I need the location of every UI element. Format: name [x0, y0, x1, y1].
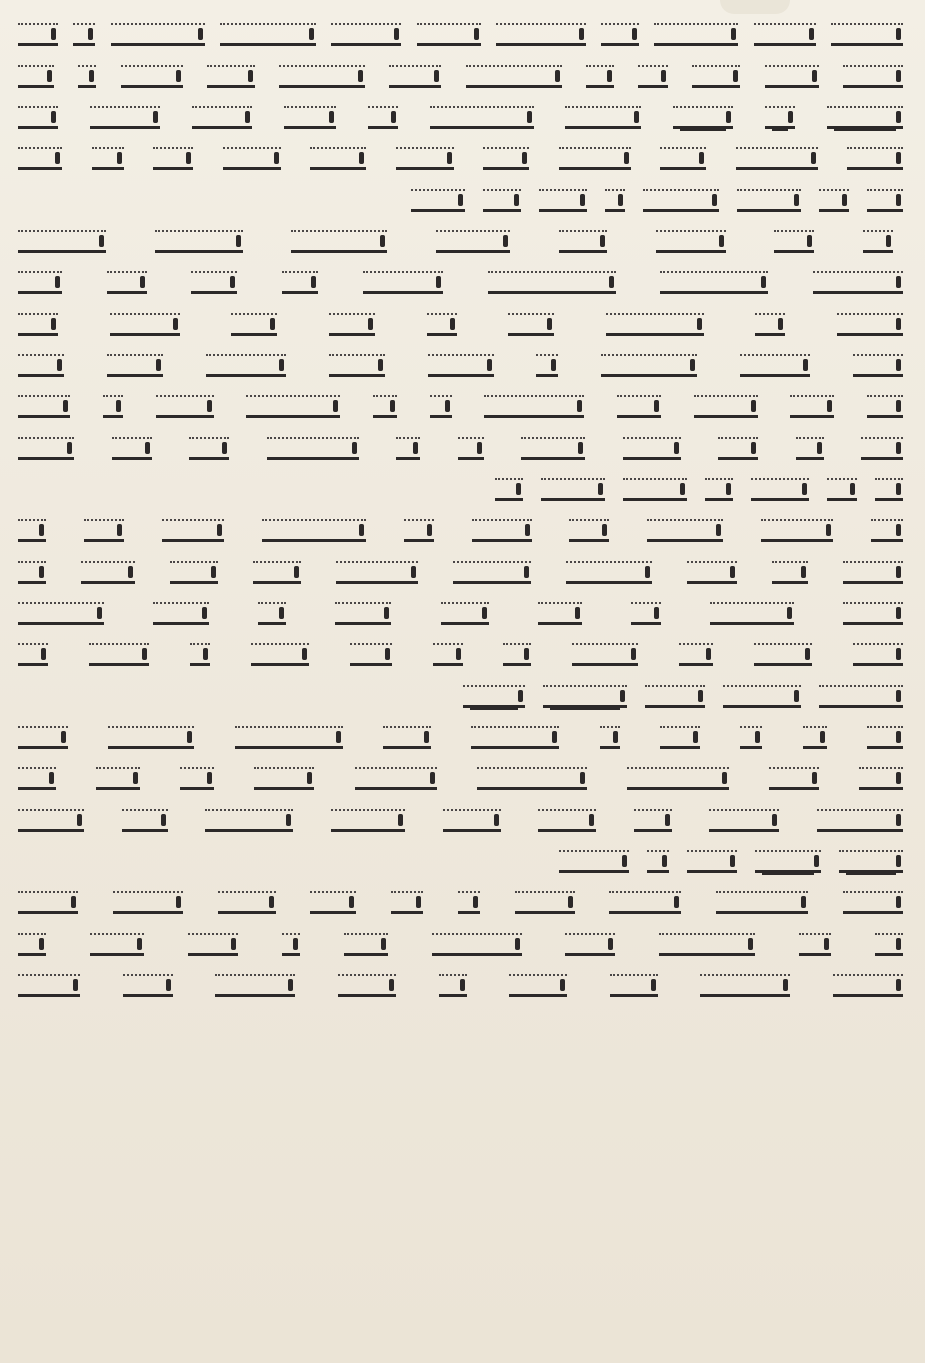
text-line-17 — [18, 676, 903, 717]
text-line-9 — [18, 345, 903, 386]
text-line-16 — [18, 634, 903, 675]
scan-smudge — [720, 0, 790, 14]
text-line-7 — [18, 262, 903, 303]
text-line-10 — [18, 386, 903, 427]
text-line-12 — [18, 469, 903, 510]
text-line-13 — [18, 510, 903, 551]
text-line-4 — [18, 138, 903, 179]
text-line-23 — [18, 924, 903, 965]
text-line-18 — [18, 717, 903, 758]
text-line-20 — [18, 800, 903, 841]
text-line-24 — [18, 965, 903, 1006]
text-line-21 — [18, 841, 903, 882]
text-line-15 — [18, 593, 903, 634]
text-line-11 — [18, 427, 903, 468]
text-line-5 — [18, 179, 903, 220]
text-line-6 — [18, 221, 903, 262]
text-line-3 — [18, 97, 903, 138]
text-line-1 — [18, 14, 903, 55]
text-line-19 — [18, 758, 903, 799]
text-line-8 — [18, 303, 903, 344]
text-line-2 — [18, 55, 903, 96]
text-line-14 — [18, 551, 903, 592]
text-line-22 — [18, 882, 903, 923]
syriac-text-block — [18, 14, 903, 1006]
